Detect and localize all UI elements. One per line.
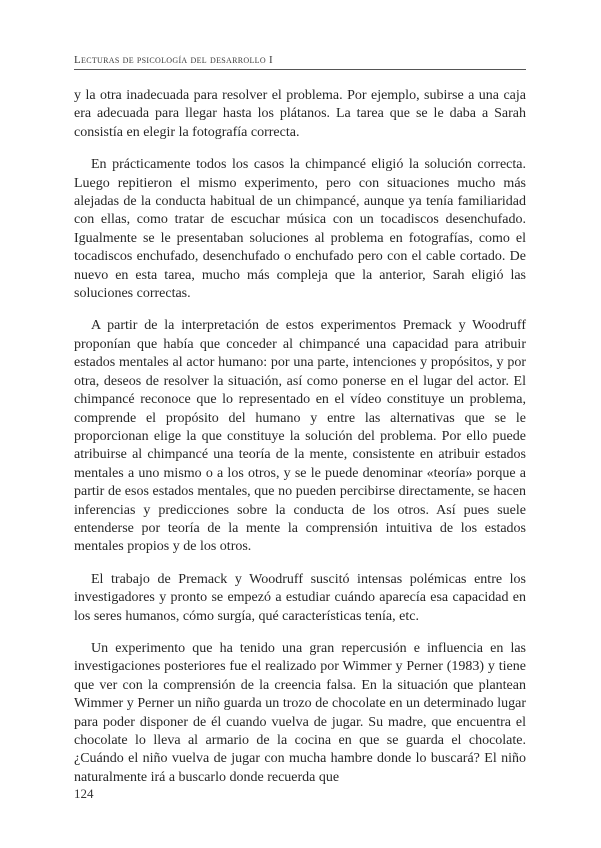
running-head: Lecturas de psicología del desarrollo I [74,54,273,66]
page-number: 124 [74,786,94,801]
body-text [74,87,526,801]
paragraph-continuation: y la otra inadecuada para resolver el problema. Por ejemplo, subirse a una caja era adecuada para llegar hasta los plátanos. La tarea que se le daba a Sarah consistía en elegir la fotografía correcta. [74,88,526,140]
paragraph: Un experimento que ha tenido una gran repercusión e influencia en las investigaciones posteriores fue el realizado por Wimmer y Perner (1983) y tiene que ver con la comprensión de la creencia falsa. En la situación que plantean Wimmer y Perner un niño guarda un trozo de chocolate en un determinado lugar para poder disponer de él cuando vuelva de jugar. Su madre, que encuentra el chocolate lo lleva al armario de la cocina en que se guarda el chocolate. ¿Cuándo el niño vuelva de jugar con mucha hambre donde lo buscará? El niño naturalmente irá a buscarlo donde recuerda que [74,640,526,785]
paragraph: El trabajo de Premack y Woodruff suscitó intensas polémicas entre los investigadores y pronto se empezó a estudiar cuándo aparecía esa capacidad en los seres humanos, cómo surgía, qué características tenía, etc. [74,571,526,624]
paragraph: En prácticamente todos los casos la chimpancé eligió la solución correcta. Luego repitieron el mismo experimento, pero con situaciones mucho más alejadas de la conducta habitual de un chimpancé, aunque ya tenía familiaridad con ellas, como tratar de escuchar música con un tocadiscos desenchufado. Igualmente se le presentaban soluciones al problema en fotografías, como el tocadiscos enchufado, desenchufado o enchufado pero con el cable cortado. De nuevo en esta tarea, mucho más compleja que la anterior, Sarah eligió las soluciones correctas. [74,157,526,302]
header-rule [74,69,526,70]
paragraph: A partir de la interpretación de estos experimentos Premack y Woodruff proponían que había que conceder al chimpancé una capacidad para atribuir estados mentales al actor humano: por una parte, intenciones y propósitos, y por otra, deseos de resolver la situación, así como ponerse en el lugar del actor. El chimpancé reconoce que lo representado en el vídeo constituye un problema, comprende el propósito del humano y entre las alternativas que se le proporcionan elige la que constituye la solución del problema. Por ello puede atribuirse al chimpancé una teoría de la mente, consistente en atribuir estados mentales a uno mismo o a los otros, y se le puede denominar «teoría» porque a partir de esos estados mentales, que no pueden percibirse directamente, se hacen inferencias y predicciones sobre la conducta de los otros. Así pues suele entenderse por teoría de la mente la comprensión intuitiva de los estados mentales propios y de los otros. [74,318,526,555]
